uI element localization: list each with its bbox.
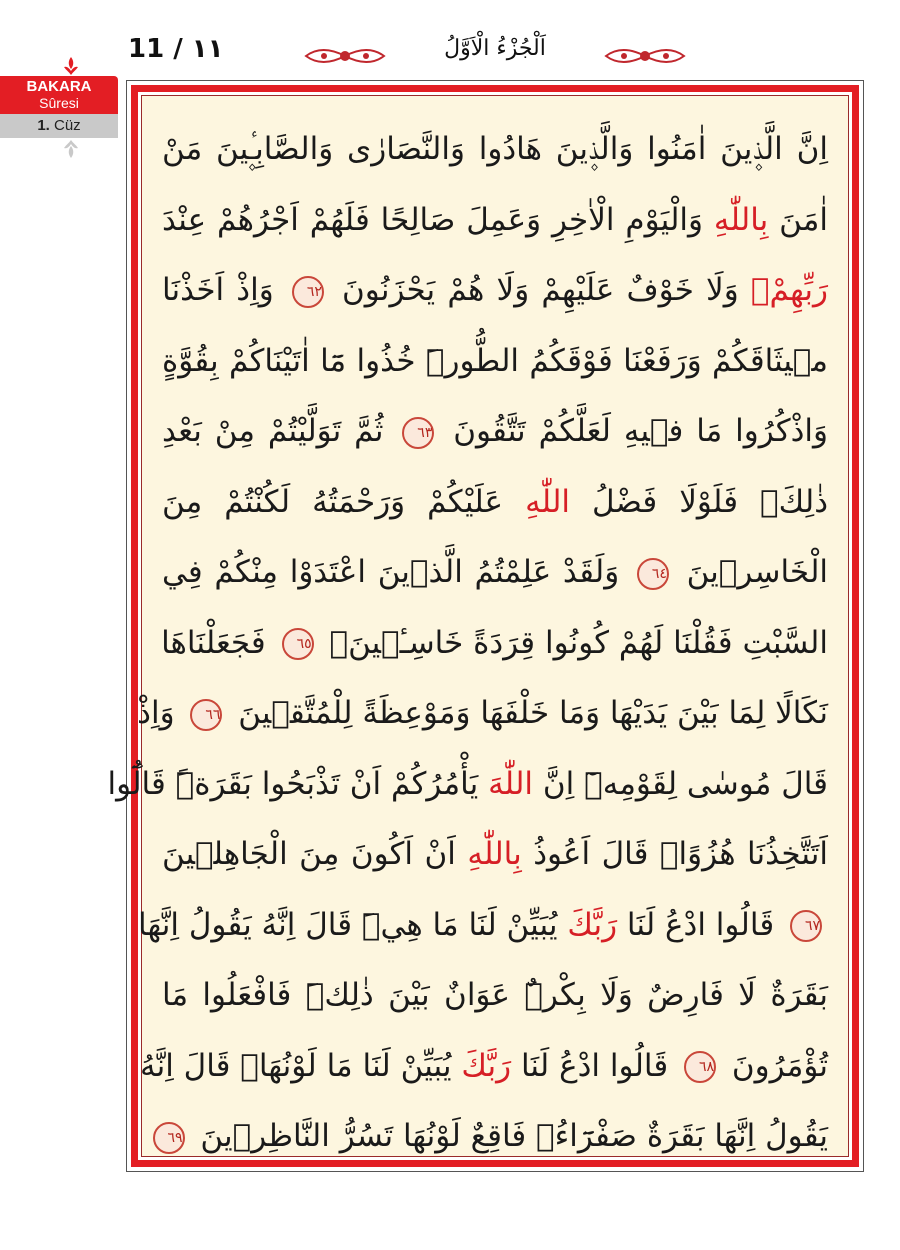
verse-text: يَقُولُ اِنَّهَا بَقَرَةٌ صَفْرَٓاءُۙ فَاقِعٌ لَوْنُهَا تَسُرُّ النَّاظِر۪ينَ <box>190 1118 828 1154</box>
verse-line <box>162 1101 828 1172</box>
verse-line <box>162 467 828 538</box>
highlighted-word: بِاللّٰهِ <box>467 836 522 872</box>
verse-text: نَكَالًا لِمَا بَيْنَ يَدَيْهَا وَمَا خَلْفَهَا وَمَوْعِظَةً لِلْمُتَّق۪ينَ <box>228 695 828 731</box>
fleur-de-lis-icon <box>60 138 82 160</box>
juz-number: 1. <box>37 117 50 134</box>
sura-subtitle: Sûresi <box>39 95 79 111</box>
verse-text: قَالُوا ادْعُ لَنَا <box>511 1047 679 1084</box>
page-frame <box>107 80 864 1172</box>
verse-line <box>162 960 828 1031</box>
verse-text: الْخَاسِر۪ينَ <box>674 554 828 590</box>
ayah-number-marker: ٦٧ <box>790 910 822 942</box>
verse-text: وَلَا خَوْفٌ عَلَيْهِمْ وَلَا هُمْ يَحْزَنُونَ <box>329 272 751 308</box>
verse-line <box>139 1031 828 1102</box>
highlighted-word: رَبِّهِمْۚ <box>750 272 828 308</box>
verse-text: اِنَّ الَّذ۪ينَ اٰمَنُوا وَالَّذ۪ينَ هَادُوا وَالنَّصَارٰى وَالصَّابِـ۪ٔينَ مَنْ <box>162 131 828 167</box>
verse-line <box>137 678 828 749</box>
verse-text: السَّبْتِ فَقُلْنَا لَهُمْ كُونُوا قِرَدَةً خَاسِـ۪ٔينَۚ <box>319 624 828 661</box>
verse-text: يَأْمُرُكُمْ اَنْ تَذْبَحُوا بَقَرَةًۜ قَالُٓوا <box>107 765 489 802</box>
ayah-number-marker: ٦٥ <box>282 628 314 660</box>
highlighted-word: اللّٰهَ <box>488 765 534 802</box>
verse-line <box>162 819 828 890</box>
verse-text: قَالُوا ادْعُ لَنَا <box>617 906 784 943</box>
verse-text: فَجَعَلْنَاهَا <box>161 624 276 661</box>
verse-line <box>107 749 828 820</box>
verse-lines <box>107 114 829 1172</box>
verse-text: وَاذْكُرُوا مَا ف۪يهِ لَعَلَّكُمْ تَتَّقُونَ <box>440 413 828 449</box>
verse-line <box>162 608 828 679</box>
page-number: ١١ / 11 <box>128 34 224 64</box>
verse-line <box>162 326 828 397</box>
ayah-number-marker: ٦٤ <box>637 558 669 590</box>
verse-text: وَلَقَدْ عَلِمْتُمُ الَّذ۪ينَ اعْتَدَوْا مِنْكُمْ فِي <box>162 554 631 590</box>
verse-text: تُؤْمَرُونَ <box>722 1047 828 1084</box>
verse-text: اٰمَنَ <box>768 201 828 238</box>
verse-line <box>162 185 828 256</box>
sura-tag <box>0 76 118 114</box>
verse-text: وَالْيَوْمِ الْاٰخِرِ وَعَمِلَ صَالِحًا فَلَهُمْ اَجْرُهُمْ عِنْدَ <box>162 201 714 238</box>
verse-line <box>162 255 828 326</box>
verse-text: اَتَتَّخِذُنَا هُزُوًاۜ قَالَ اَعُوذُ <box>521 836 828 872</box>
verse-text: يُبَيِّنْ لَنَا مَا هِيَۜ قَالَ اِنَّهُ يَقُولُ اِنَّهَا <box>138 906 568 943</box>
verse-line <box>138 890 828 961</box>
highlighted-word: رَبَّكَ <box>461 1047 512 1084</box>
text-panel <box>107 95 849 1157</box>
highlighted-word: اللّٰهِ <box>525 483 571 520</box>
juz-tag <box>0 114 118 138</box>
sura-name: BAKARA <box>26 78 92 95</box>
verse-text: وَاِذْ <box>137 695 185 731</box>
highlighted-word: بِاللّٰهِ <box>713 201 769 238</box>
ayah-number-marker: ٦٢ <box>292 276 324 308</box>
red-border <box>107 85 859 1167</box>
verse-text: ثُمَّ تَوَلَّيْتُمْ مِنْ بَعْدِ <box>162 413 397 449</box>
floral-ornament-icon <box>602 44 688 68</box>
ayah-number-marker: ٦٣ <box>402 417 434 449</box>
floral-ornament-icon <box>302 44 388 68</box>
verse-text: اَنْ اَكُونَ مِنَ الْجَاهِل۪ينَ <box>162 836 468 872</box>
juz-title: اَلْجُزْءُ الْاَوَّلُ <box>444 36 546 61</box>
verse-text: ذٰلِكَۚ فَلَوْلَا فَضْلُ <box>570 483 829 520</box>
highlighted-word: رَبَّكَ <box>567 906 618 943</box>
verse-line <box>162 537 828 608</box>
ayah-number-marker: ٦٩ <box>153 1122 185 1154</box>
verse-line <box>162 396 828 467</box>
verse-text: وَاِذْ اَخَذْنَا <box>162 272 286 308</box>
ayah-number-marker: ٦٨ <box>684 1051 716 1083</box>
fleur-de-lis-icon <box>60 55 82 77</box>
verse-text: عَلَيْكُمْ وَرَحْمَتُهُ لَكُنْتُمْ مِنَ <box>162 483 526 520</box>
juz-label: Cüz <box>54 117 81 134</box>
verse-line <box>162 114 828 185</box>
ayah-number-marker: ٦٦ <box>190 699 222 731</box>
verse-text: يُبَيِّنْ لَنَا مَا لَوْنُهَاۜ قَالَ اِنَّهُ <box>139 1047 462 1084</box>
verse-text: قَالَ مُوسٰى لِقَوْمِه۪ٓ اِنَّ <box>533 765 828 802</box>
verse-text: م۪يثَاقَكُمْ وَرَفَعْنَا فَوْقَكُمُ الطُّورَۜ خُذُوا مَٓا اٰتَيْنَاكُمْ بِقُوَّةٍ <box>162 342 828 379</box>
verse-text: بَقَرَةٌ لَا فَارِضٌ وَلَا بِكْرٌۜ عَوَانٌ بَيْنَ ذٰلِكَۜ فَافْعَلُوا مَا <box>162 977 828 1013</box>
